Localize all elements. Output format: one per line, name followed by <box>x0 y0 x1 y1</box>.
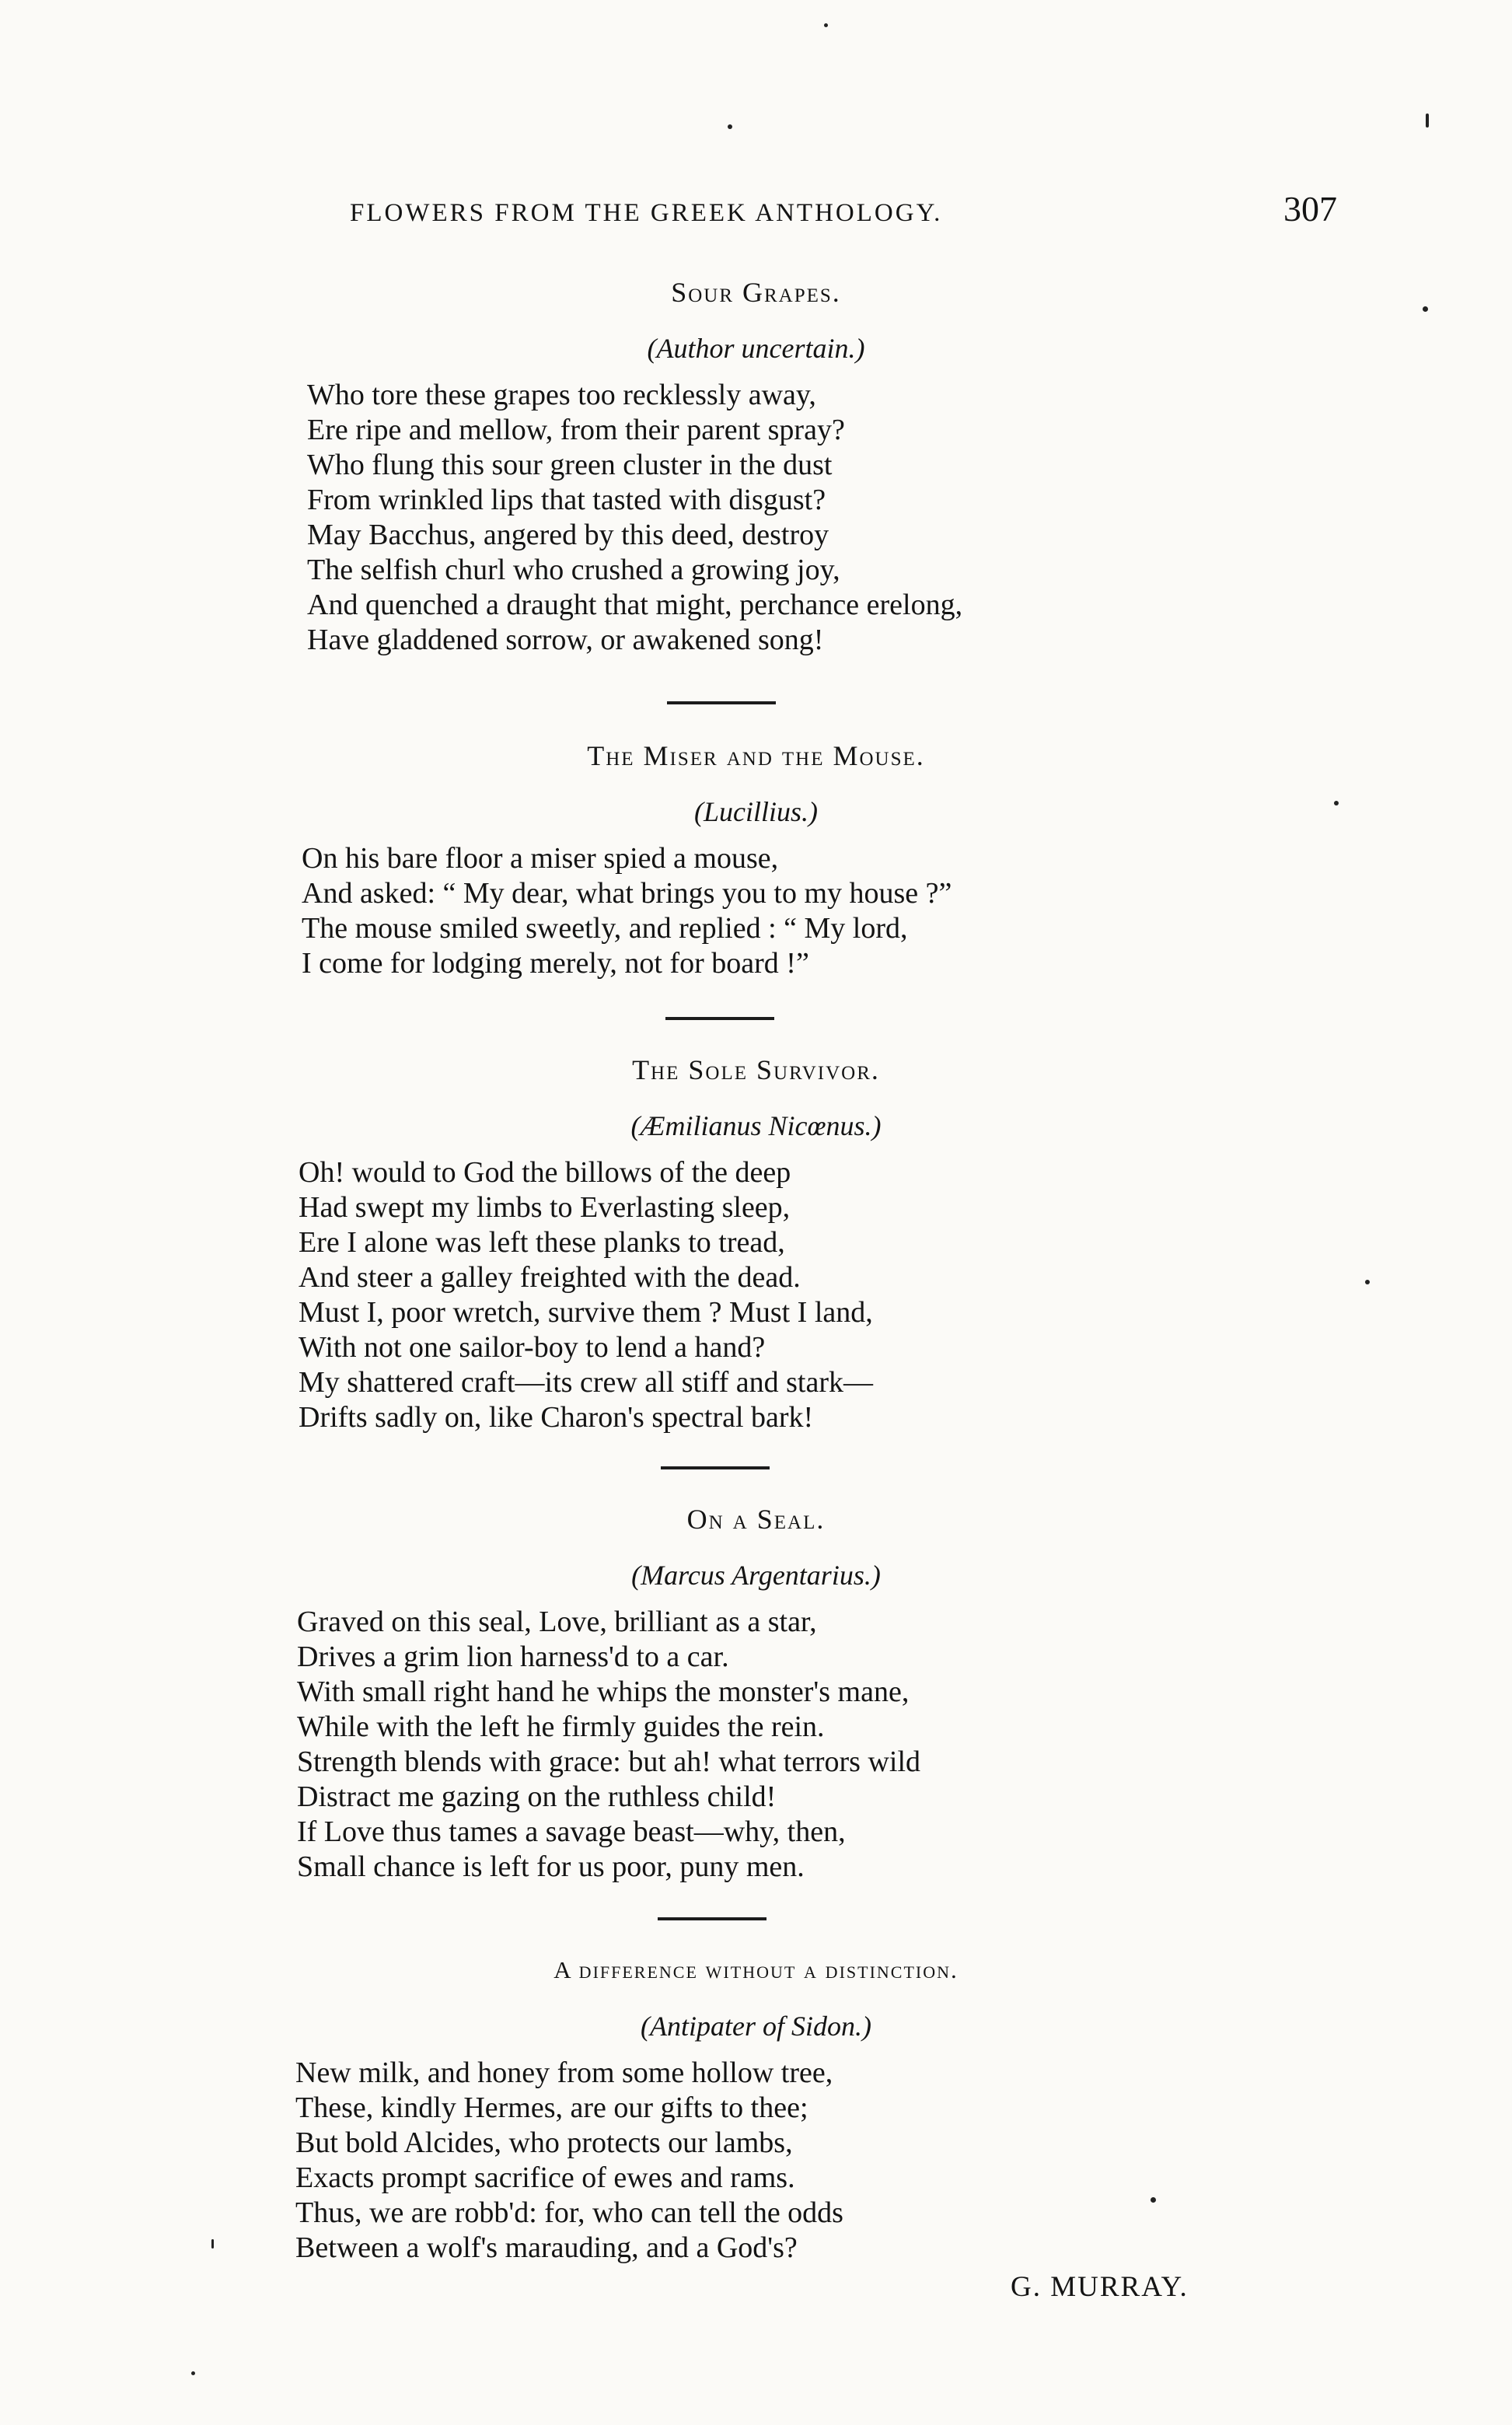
page-number: 307 <box>1283 189 1337 229</box>
poem-line: The mouse smiled sweetly, and replied : “ My lord, <box>302 912 908 945</box>
poem-title: Sour Grapes. <box>671 277 841 308</box>
poem-lines <box>302 841 1273 981</box>
poem-line: Who flung this sour green cluster in the dust <box>307 449 833 481</box>
poem-difference-without-distinction <box>0 1950 1512 2264</box>
section-divider <box>661 1466 770 1469</box>
scan-speck <box>191 2371 195 2375</box>
poem-line: These, kindly Hermes, are our gifts to thee; <box>295 2091 808 2124</box>
running-head <box>342 189 1337 239</box>
poem-line: But bold Alcides, who protects our lambs, <box>295 2126 793 2159</box>
poem-line: Distract me gazing on the ruthless child! <box>297 1780 777 1813</box>
scan-speck <box>1151 2197 1156 2203</box>
poem-sour-grapes <box>0 272 1512 656</box>
poem-line: May Bacchus, angered by this deed, destroy <box>307 519 829 551</box>
poem-title: On a Seal. <box>686 1504 826 1535</box>
poem-line: Between a wolf's marauding, and a God's? <box>295 2231 798 2264</box>
poem-sole-survivor <box>0 1050 1512 1434</box>
poem-line: Thus, we are robb'd: for, who can tell the odds <box>295 2196 843 2229</box>
poem-title: A difference without a distinction. <box>553 1956 959 1983</box>
poem-line: Drives a grim lion harness'd to a car. <box>297 1641 729 1673</box>
signature: G. MURRAY. <box>1011 2271 1189 2303</box>
poem-line: New milk, and honey from some hollow tree, <box>295 2056 833 2089</box>
poem-on-a-seal <box>0 1499 1512 1883</box>
scan-speck <box>1334 801 1339 805</box>
poem-line: My shattered craft—its crew all stiff and stark— <box>299 1366 874 1399</box>
running-title: FLOWERS FROM THE GREEK ANTHOLOGY. <box>350 199 943 227</box>
poem-title: The Miser and the Mouse. <box>587 740 925 771</box>
poem-line: Exacts prompt sacrifice of ewes and rams. <box>295 2161 795 2194</box>
poem-line: Ere ripe and mellow, from their parent spray? <box>307 414 845 446</box>
scan-speck <box>1423 306 1428 312</box>
poem-line: While with the left he firmly guides the rein. <box>297 1710 825 1743</box>
poem-lines <box>299 1155 1270 1435</box>
poem-line: And asked: “ My dear, what brings you to my house ?” <box>302 877 952 910</box>
poem-author: (Author uncertain.) <box>647 333 865 364</box>
scan-speck <box>1426 114 1429 128</box>
poem-title: The Sole Survivor. <box>632 1054 880 1085</box>
section-divider <box>658 1917 766 1920</box>
scan-speck <box>728 124 732 129</box>
poem-line: From wrinkled lips that tasted with disgust? <box>307 484 826 516</box>
poem-line: The selfish churl who crushed a growing joy, <box>307 554 840 586</box>
poem-lines <box>307 378 1279 658</box>
poem-author: (Antipater of Sidon.) <box>641 2011 871 2042</box>
poem-miser-and-mouse <box>0 736 1512 980</box>
section-divider <box>665 1017 774 1020</box>
poem-author: (Marcus Argentarius.) <box>631 1560 881 1591</box>
poem-author: (Lucillius.) <box>694 796 818 827</box>
poem-line: Ere I alone was left these planks to tread, <box>299 1226 785 1259</box>
poem-line: If Love thus tames a savage beast—why, then, <box>297 1815 846 1848</box>
poem-lines <box>295 2056 1267 2266</box>
scan-speck <box>1365 1280 1370 1284</box>
poem-line: And steer a galley freighted with the dead. <box>299 1261 801 1294</box>
poem-line: With not one sailor-boy to lend a hand? <box>299 1331 766 1364</box>
poem-line: Small chance is left for us poor, puny men. <box>297 1850 805 1883</box>
poem-line: On his bare floor a miser spied a mouse, <box>302 842 779 875</box>
poem-line: Oh! would to God the billows of the deep <box>299 1156 791 1189</box>
poem-line: And quenched a draught that might, perchance erelong, <box>307 589 963 621</box>
poem-line: Who tore these grapes too recklessly away, <box>307 379 816 411</box>
poem-line: Strength blends with grace: but ah! what terrors wild <box>297 1745 921 1778</box>
scan-speck <box>211 2239 214 2249</box>
poem-line: With small right hand he whips the monster's mane, <box>297 1675 910 1708</box>
poem-line: Had swept my limbs to Everlasting sleep, <box>299 1191 791 1224</box>
poem-line: I come for lodging merely, not for board !” <box>302 947 809 980</box>
section-divider <box>667 701 776 704</box>
scan-speck <box>824 23 828 27</box>
poem-line: Graved on this seal, Love, brilliant as a star, <box>297 1606 817 1638</box>
poem-line: Have gladdened sorrow, or awakened song! <box>307 624 824 656</box>
poem-line: Must I, poor wretch, survive them ? Must I land, <box>299 1296 873 1329</box>
poem-line: Drifts sadly on, like Charon's spectral bark! <box>299 1401 814 1434</box>
poem-lines <box>297 1605 1269 1885</box>
poem-author: (Æmilianus Nicœnus.) <box>630 1110 882 1141</box>
